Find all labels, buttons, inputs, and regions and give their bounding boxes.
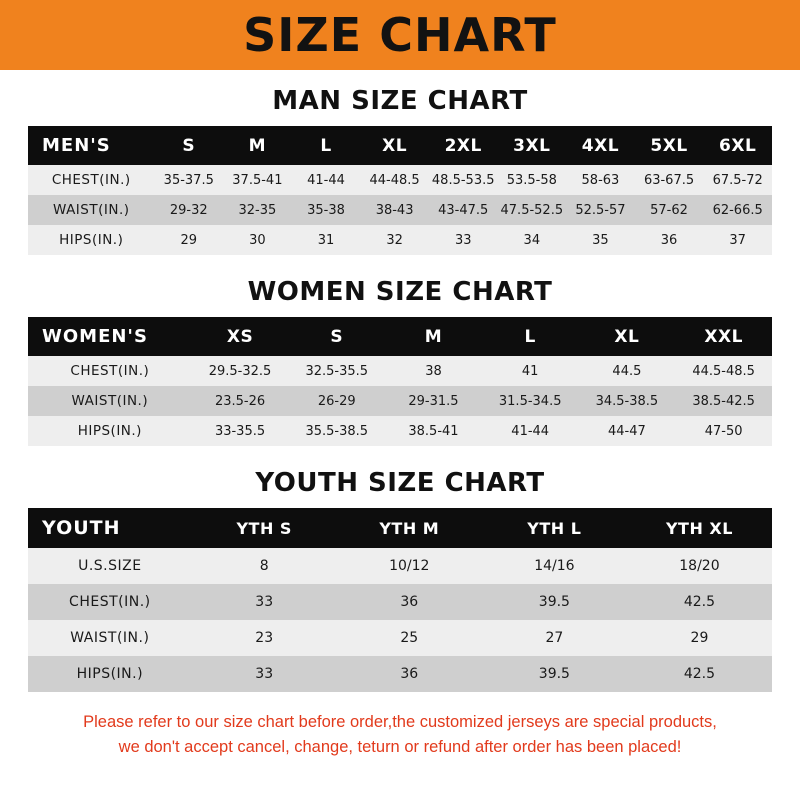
- man-cell-0-4: 48.5-53.5: [431, 172, 495, 188]
- women-cell-1-1: 26-29: [317, 393, 356, 409]
- youth-cell-1-3: 42.5: [683, 594, 716, 610]
- policy-note: [20, 710, 780, 760]
- table-row: [28, 548, 772, 584]
- women-cell-0-4: 44.5: [612, 363, 642, 379]
- man-cell-2-4: 33: [454, 232, 472, 248]
- women-cell-0-0: 29.5-32.5: [208, 363, 272, 379]
- youth-header-cell-3: YTH L: [527, 518, 582, 538]
- women-cell-2-3: 41-44: [511, 423, 550, 439]
- man-cell-0-5: 53.5-58: [506, 172, 557, 188]
- man-table-wrapper: [28, 126, 772, 255]
- man-cell-1-0: 29-32: [169, 202, 208, 218]
- table-header-row: [28, 508, 772, 548]
- youth-cell-3-3: 42.5: [683, 666, 716, 682]
- man-cell-1-4: 43-47.5: [438, 202, 489, 218]
- women-row-2-label: HIPS(IN.): [77, 423, 142, 439]
- man-cell-2-2: 31: [317, 232, 335, 248]
- man-cell-2-8: 37: [729, 232, 746, 248]
- man-cell-1-6: 52.5-57: [575, 202, 626, 218]
- man-table-body: [28, 165, 772, 255]
- women-table-wrapper: [28, 317, 772, 446]
- man-cell-1-5: 47.5-52.5: [500, 202, 564, 218]
- table-row: [28, 620, 772, 656]
- man-cell-1-2: 35-38: [307, 202, 345, 218]
- man-header-cell-7: 4XL: [581, 135, 620, 156]
- table-row: [28, 416, 772, 446]
- policy-note-line-1: Please refer to our size chart before order,the customized jerseys are special products,: [83, 713, 717, 731]
- women-cell-1-2: 29-31.5: [408, 393, 459, 409]
- table-row: [28, 386, 772, 416]
- youth-cell-3-2: 39.5: [538, 666, 570, 682]
- man-section-title: MAN SIZE CHART: [272, 86, 528, 116]
- women-cell-1-0: 23.5-26: [214, 393, 266, 409]
- women-cell-2-5: 47-50: [704, 423, 743, 439]
- man-cell-0-8: 67.5-72: [712, 172, 763, 188]
- man-cell-2-1: 30: [249, 232, 266, 248]
- table-header-row: [28, 126, 772, 165]
- youth-section-title: YOUTH SIZE CHART: [255, 468, 545, 498]
- youth-header-cell-2: YTH M: [379, 518, 440, 538]
- women-section-title: WOMEN SIZE CHART: [247, 277, 553, 307]
- page-banner: [0, 0, 800, 70]
- youth-cell-2-2: 27: [545, 630, 564, 646]
- man-cell-0-0: 35-37.5: [163, 172, 214, 188]
- man-row-1-label: WAIST(IN.): [52, 202, 130, 218]
- women-header-cell-0: WOMEN'S: [42, 326, 148, 347]
- women-cell-1-4: 34.5-38.5: [595, 393, 659, 409]
- man-cell-0-1: 37.5-41: [232, 172, 283, 188]
- youth-row-1-label: CHEST(IN.): [69, 594, 151, 610]
- women-row-0-label: CHEST(IN.): [70, 363, 150, 379]
- policy-note-line-2: we don't accept cancel, change, teturn or refund after order has been placed!: [118, 737, 682, 756]
- man-cell-0-3: 44-48.5: [369, 172, 420, 188]
- table-row: [28, 356, 772, 386]
- women-cell-2-2: 38.5-41: [408, 423, 459, 439]
- table-row: [28, 165, 772, 195]
- man-header-cell-3: L: [320, 135, 332, 156]
- man-cell-1-1: 32-35: [238, 202, 277, 218]
- youth-header-cell-0: YOUTH: [42, 517, 121, 539]
- women-cell-0-2: 38: [425, 363, 442, 379]
- man-row-2-label: HIPS(IN.): [59, 232, 124, 248]
- man-row-0-label: CHEST(IN.): [51, 172, 131, 188]
- youth-cell-0-1: 10/12: [389, 558, 430, 574]
- youth-row-0-label: U.S.SIZE: [78, 558, 142, 574]
- women-cell-1-5: 38.5-42.5: [692, 393, 755, 409]
- man-cell-1-8: 62-66.5: [712, 202, 763, 218]
- man-header-cell-6: 3XL: [513, 135, 551, 156]
- youth-table-wrapper: [28, 508, 772, 692]
- women-cell-1-3: 31.5-34.5: [498, 393, 562, 409]
- youth-table-body: [28, 548, 772, 692]
- women-header-cell-4: L: [524, 326, 536, 347]
- man-header-cell-1: S: [182, 135, 196, 156]
- women-table-body: [28, 356, 772, 446]
- women-row-1-label: WAIST(IN.): [71, 393, 149, 409]
- youth-cell-1-2: 39.5: [538, 594, 570, 610]
- women-header-cell-1: XS: [226, 326, 254, 347]
- table-row: [28, 656, 772, 692]
- page-title: SIZE CHART: [243, 8, 557, 62]
- youth-table-header: [28, 508, 772, 548]
- man-header-cell-5: 2XL: [444, 135, 482, 156]
- youth-header-cell-1: YTH S: [236, 518, 292, 538]
- youth-cell-0-3: 18/20: [679, 558, 720, 574]
- man-cell-2-6: 35: [592, 232, 609, 248]
- youth-row-2-label: WAIST(IN.): [70, 630, 150, 646]
- man-header-cell-0: MEN'S: [42, 135, 111, 156]
- youth-cell-2-3: 29: [690, 630, 709, 646]
- women-cell-2-0: 33-35.5: [214, 423, 266, 439]
- man-header-cell-4: XL: [382, 135, 408, 156]
- women-header-cell-3: M: [424, 326, 443, 347]
- man-header-cell-2: M: [248, 135, 267, 156]
- table-row: [28, 584, 772, 620]
- man-cell-0-2: 41-44: [307, 172, 345, 188]
- women-table-header: [28, 317, 772, 356]
- youth-cell-0-2: 14/16: [534, 558, 575, 574]
- man-cell-0-7: 63-67.5: [643, 172, 695, 188]
- table-row: [28, 225, 772, 255]
- man-table-header: [28, 126, 772, 165]
- man-header-cell-8: 5XL: [650, 135, 688, 156]
- man-cell-2-3: 32: [386, 232, 403, 248]
- youth-row-3-label: HIPS(IN.): [76, 666, 144, 682]
- women-size-table: [28, 317, 772, 446]
- women-header-cell-6: XXL: [704, 326, 743, 347]
- youth-cell-2-0: 23: [255, 630, 274, 646]
- youth-cell-3-1: 36: [400, 666, 419, 682]
- man-cell-1-7: 57-62: [650, 202, 688, 218]
- man-size-table: [28, 126, 772, 255]
- man-cell-2-7: 36: [660, 232, 678, 248]
- women-cell-0-1: 32.5-35.5: [305, 363, 369, 379]
- man-cell-2-5: 34: [523, 232, 541, 248]
- youth-cell-2-1: 25: [400, 630, 419, 646]
- women-cell-0-5: 44.5-48.5: [692, 363, 755, 379]
- youth-cell-0-0: 8: [259, 558, 269, 574]
- man-header-cell-9: 6XL: [719, 135, 757, 156]
- man-cell-0-6: 58-63: [581, 172, 620, 188]
- table-row: [28, 195, 772, 225]
- women-header-cell-5: XL: [614, 326, 640, 347]
- women-header-cell-2: S: [330, 326, 344, 347]
- women-cell-0-3: 41: [521, 363, 539, 379]
- youth-cell-3-0: 33: [255, 666, 274, 682]
- man-cell-2-0: 29: [180, 232, 198, 248]
- youth-size-table: [28, 508, 772, 692]
- women-cell-2-1: 35.5-38.5: [305, 423, 369, 439]
- youth-header-cell-4: YTH XL: [665, 518, 733, 538]
- man-cell-1-3: 38-43: [375, 202, 414, 218]
- youth-cell-1-1: 36: [400, 594, 419, 610]
- table-header-row: [28, 317, 772, 356]
- youth-cell-1-0: 33: [255, 594, 274, 610]
- women-cell-2-4: 44-47: [608, 423, 646, 439]
